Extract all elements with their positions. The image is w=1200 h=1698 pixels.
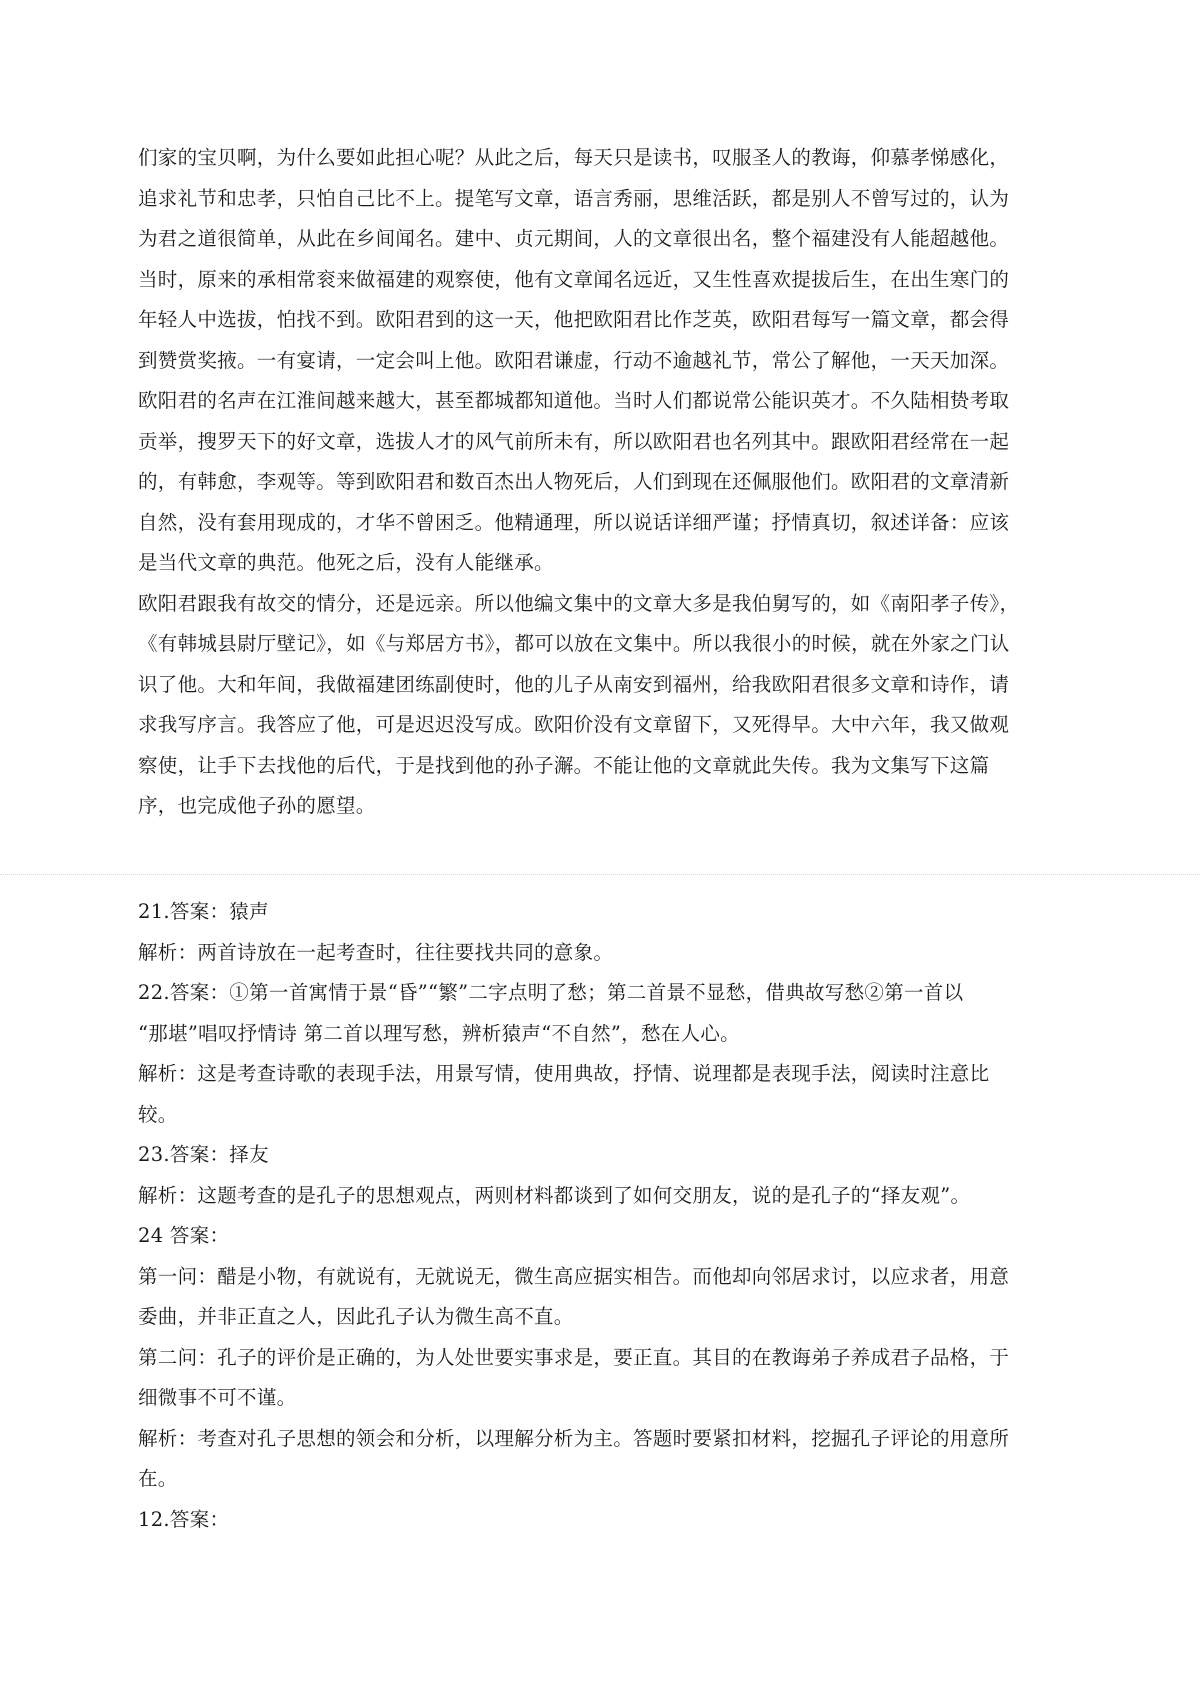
answer-line: 22.答案：①第一首寓情于景“昏”“繁”二字点明了愁；第二首景不显愁，借典故写愁②第一首以 [138, 981, 964, 1004]
translation-line: 贡举，搜罗天下的好文章，选拔人才的风气前所未有，所以欧阳君也名列其中。跟欧阳君经常在一起 [138, 429, 1010, 453]
analysis-line: 解析：这是考查诗歌的表现手法，用景写情，使用典故，抒情、说理都是表现手法，阅读时注意比 [138, 1062, 990, 1085]
translation-line: 的，有韩愈，李观等。等到欧阳君和数百杰出人物死后，人们到现在还佩服他们。欧阳君的文章清新 [138, 470, 1010, 493]
analysis-line: 解析：这题考查的是孔子的思想观点，两则材料都谈到了如何交朋友，说的是孔子的“择友观”。 [138, 1183, 971, 1207]
translation-line: 欧阳君的名声在江淮间越来越大，甚至都城都知道他。当时人们都说常公能识英才。不久陆相贽考取 [138, 389, 1010, 412]
translation-line: 年轻人中选拔，怕找不到。欧阳君到的这一天，他把欧阳君比作芝英，欧阳君每写一篇文章，都会得 [138, 308, 1010, 331]
translation-line: 们家的宝贝啊，为什么要如此担心呢？从此之后，每天只是读书，叹服圣人的教诲，仰慕孝悌感化， [138, 146, 1010, 169]
analysis-line: 在。 [138, 1467, 178, 1490]
translation-line: 求我写序言。我答应了他，可是迟迟没写成。欧阳价没有文章留下，又死得早。大中六年，我又做观 [138, 713, 1010, 736]
analysis-line: 较。 [138, 1102, 178, 1126]
analysis-line: 解析：考查对孔子思想的领会和分析，以理解分析为主。答题时要紧扣材料，挖掘孔子评论的用意所 [138, 1426, 1010, 1450]
translation-line: 为君之道很简单，从此在乡间闻名。建中、贞元期间，人的文章很出名，整个福建没有人能超越他。 [138, 227, 1010, 250]
answer-line: 第一问：醋是小物，有就说有，无就说无，微生高应据实相告。而他却向邻居求讨，以应求者，用意 [138, 1264, 1010, 1288]
translation-line: 自然，没有套用现成的，才华不曾困乏。他精通理，所以说话详细严谨；抒情真切，叙述详备：应该 [138, 510, 1010, 534]
answer-line: 23.答案：择友 [138, 1143, 269, 1166]
answer-line: 细微事不可不谨。 [138, 1386, 297, 1409]
translation-line: 欧阳君跟我有故交的情分，还是远亲。所以他编文集中的文章大多是我伯舅写的，如《南阳孝子传》， [138, 591, 1020, 615]
translation-passage [138, 138, 1082, 827]
answer-line: 第二问：孔子的评价是正确的，为人处世要实事求是，要正直。其目的在教诲弟子养成君子品格，于 [138, 1345, 1010, 1369]
translation-line: 《有韩城县尉厅壁记》，如《与郑居方书》，都可以放在文集中。所以我很小的时候，就在外家之门认 [138, 632, 1010, 655]
section-divider [0, 874, 1200, 875]
answer-line: “那堪”唱叹抒情诗 第二首以理写愁，辨析猿声“不自然”，愁在人心。 [138, 1021, 740, 1045]
answer-line: 12.答案： [138, 1507, 230, 1531]
analysis-line: 解析：两首诗放在一起考查时，往往要找共同的意象。 [138, 940, 614, 964]
translation-line: 序，也完成他子孙的愿望。 [138, 794, 376, 817]
answer-line: 24 答案： [138, 1224, 230, 1247]
translation-line: 察使，让手下去找他的后代，于是找到他的孙子澥。不能让他的文章就此失传。我为文集写下这篇 [138, 753, 990, 777]
answer-line: 21.答案：猿声 [138, 900, 269, 923]
answer-line: 委曲，并非正直之人，因此孔子认为微生高不直。 [138, 1305, 574, 1328]
answers-section [138, 892, 1082, 1540]
translation-line: 追求礼节和忠孝，只怕自己比不上。提笔写文章，语言秀丽，思维活跃，都是别人不曾写过的，认为 [138, 186, 1010, 210]
translation-line: 识了他。大和年间，我做福建团练副使时，他的儿子从南安到福州，给我欧阳君很多文章和诗作，请 [138, 672, 1010, 696]
translation-line: 当时，原来的承相常衮来做福建的观察使，他有文章闻名远近，又生性喜欢提拔后生，在出生寒门的 [138, 267, 1010, 291]
translation-line: 到赞赏奖掖。一有宴请，一定会叫上他。欧阳君谦虚，行动不逾越礼节，常公了解他，一天天加深。 [138, 348, 1010, 372]
translation-line: 是当代文章的典范。他死之后，没有人能继承。 [138, 551, 554, 574]
